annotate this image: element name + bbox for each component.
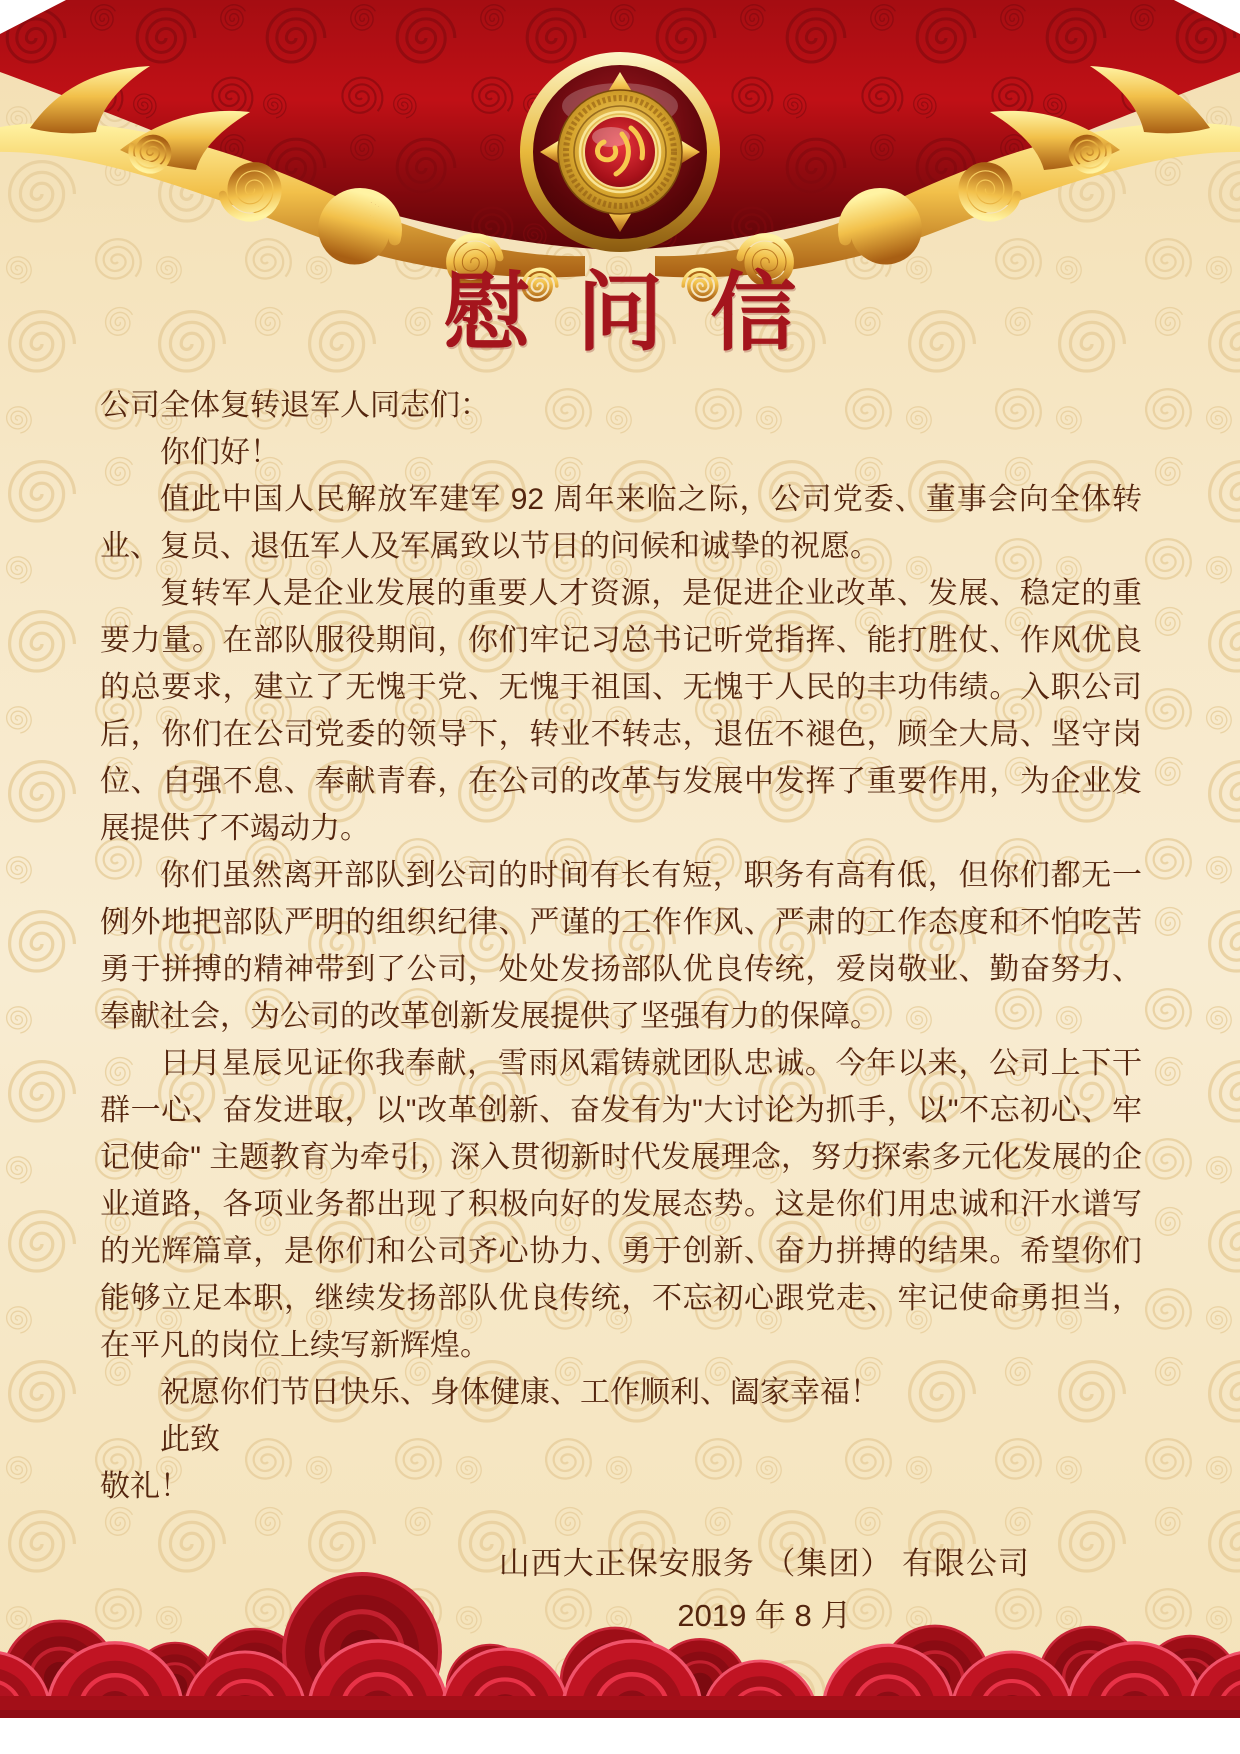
page-bottom-margin xyxy=(0,1718,1240,1754)
salutation-line: 公司全体复转退军人同志们： xyxy=(100,389,490,422)
closing-cizhi: 此致 xyxy=(160,1423,220,1456)
paragraph-4: 日月星辰见证你我奉献，雪雨风霜铸就团队忠诚。今年以来，公司上下干群一心、奋发进取，以"改革创新、奋发有为"大讨论为抓手，以"不忘初心、牢记使命" 主题教育为牵引，深入贯彻新时代发展理念，努力探索多元化发展的企业道路，各项业务都出现了积极向好的发展态势。这是你们用忠诚和汗水谱写的光辉篇章，是你们和公司齐心协力、勇于创新、奋力拼搏的结果。希望你们能够立足本职，继续发扬部队优良传统，不忘初心跟党走、牢记使命勇担当，在平凡的岗位上续写新辉煌。 xyxy=(100,1047,1142,1362)
signature-block xyxy=(499,1540,1030,1639)
paragraph-3: 你们虽然离开部队到公司的时间有长有短，职务有高有低，但你们都无一例外地把部队严明的组织纪律、严谨的工作作风、严肃的工作态度和不怕吃苦勇于拼搏的精神带到了公司，处处发扬部队优良传统，爱岗敬业、勤奋努力、奉献社会，为公司的改革创新发展提供了坚强有力的保障。 xyxy=(100,859,1142,1033)
greeting-line: 你们好！ xyxy=(160,436,280,469)
letter-date: 2019 年 8 月 xyxy=(677,1598,852,1633)
paragraph-2: 复转军人是企业发展的重要人才资源，是促进企业改革、发展、稳定的重要力量。在部队服役期间，你们牢记习总书记听党指挥、能打胜仗、作风优良的总要求，建立了无愧于党、无愧于祖国、无愧于人民的丰功伟绩。入职公司后，你们在公司党委的领导下，转业不转志，退伍不褪色，顾全大局、坚守岗位、自强不息、奉献青春，在公司的改革与发展中发挥了重要作用，为企业发展提供了不竭动力。 xyxy=(100,577,1142,845)
letter-title: 慰问信 xyxy=(443,265,844,361)
closing-jingli: 敬礼！ xyxy=(100,1470,190,1503)
paragraph-1: 值此中国人民解放军建军 92 周年来临之际，公司党委、董事会向全体转业、复员、退伍军人及军属致以节日的问候和诚挚的祝愿。 xyxy=(100,483,1142,563)
letter-body xyxy=(100,382,1142,1510)
company-name: 山西大正保安服务 （集团） 有限公司 xyxy=(498,1546,1030,1581)
wish-line: 祝愿你们节日快乐、身体健康、工作顺利、阖家幸福！ xyxy=(160,1376,880,1409)
golden-seal-medallion-icon xyxy=(520,52,720,252)
